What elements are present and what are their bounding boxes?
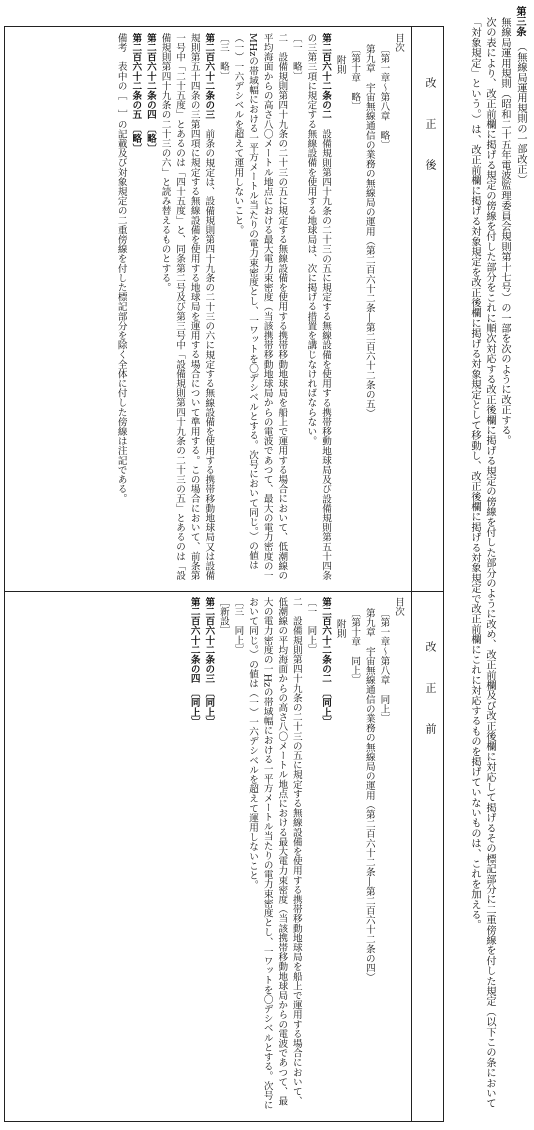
after-262-2-heading: 第二百六十二条の二: [320, 33, 332, 120]
before-toc: 目次: [393, 597, 404, 617]
after-toc-ch1-8: 〔第一章～第八章 略〕: [378, 44, 390, 150]
before-item-3: 〔三 同上〕: [232, 597, 244, 655]
after-column: [5, 33, 405, 585]
after-appendix: 附則: [334, 55, 346, 75]
after-article-262-3: [157, 33, 215, 585]
after-262-3-body: 前条の規定は、設備規則第四十九条の二十三の六に規定する無線設備を使用する携帯移動地球局又は設備規則第五十四条の三第四項に規定する無線設備を使用する地球局を運用する場合について準用する。この場合において、前条第一号中「二十五度」とあるのは「四十五度」と、同条第二号及び第三号中「設備規則第四十九条の二十三の五」とあるのは「設備規則第四十九条の二十三の六」と読み替えるものとする。: [159, 33, 215, 581]
after-toc-ch10: 〔第十章 略〕: [349, 44, 361, 112]
before-article-262-2: 第二百六十二条の二 〔同上〕: [320, 597, 332, 727]
before-article-262-4: 第二百六十二条の四 〔同上〕: [188, 597, 200, 727]
after-262-2-body: 設備規則第四十九条の二十三の五に規定する無線設備を使用する携帯移動地球局及び設備規則第五十四条の三第三項に規定する無線設備を使用する地球局は、次に掲げる措置を講じなければならない。: [305, 33, 332, 581]
before-toc-ch9: 第九章 宇宙無線通信の業務の無線局の運用（第二百六十二条―第二百六十二条の四）: [363, 608, 375, 983]
article-title: （無線局運用規則の一部改正）: [515, 46, 526, 185]
intro-title-line: [512, 6, 528, 1116]
before-article-262-3: 第二百六十二条の三 〔同上〕: [203, 597, 215, 727]
after-item-2: 二 設備規則第四十九条の二十三の五に規定する無線設備を使用する携帯移動地球局を船上で運用する場合において、低潮線の平均海面からの高さ八〇メートル地点における最大電力束密度（当該携帯移動地球局からの電波であつて、最大の電力密度の一MHzの帯域幅における一平方メートル当たりの電力束密度とし、一ワットを〇デシベルとする。次号において同じ。）の値は（一）一六デシベルを超えて運用しないこと。: [232, 33, 288, 581]
intro-block: [467, 6, 528, 1116]
before-item-2: 二 設備規則第四十九条の二十三の五に規定する無線設備を使用する携帯移動地球局を船上で運用する場合において、低潮線の平均海面からの高さ八〇メートル地点における最大電力束密度（当該携帯移動地球局からの電波であつて、最大の電力密度の一Hzの帯域幅における一平方メートル当たりの電力束密度とし、一ワットを〇デシベルとする。次号において同じ。）の値は（一）一六デシベルを超えて運用しないこと。: [247, 597, 302, 1110]
after-262-3-heading: 第二百六十二条の三: [203, 33, 215, 120]
before-new: ［新設］: [217, 597, 229, 636]
before-toc-ch10: 〔第十章 同上〕: [349, 608, 361, 685]
before-toc-ch1-8: 〔第一章～第八章 同上〕: [378, 608, 390, 724]
after-toc: 目次: [393, 33, 404, 53]
intro-line-1: 無線局運用規則（昭和二十五年電波監理委員会規則第十七号）の一部を次のように改正する。: [499, 17, 510, 446]
after-article-262-4: 第二百六十二条の四 〔略〕: [144, 33, 156, 153]
table-divider: [5, 591, 443, 592]
before-column: [5, 597, 405, 1115]
after-toc-ch9: 第九章 宇宙無線通信の業務の無線局の運用（第二百六十二条―第二百六十二条の五）: [363, 44, 375, 419]
after-article-262-5: 第二百六十二条の五 〔略〕: [130, 33, 142, 153]
comparison-table: [4, 26, 444, 1122]
column-header-before: 改正前: [424, 641, 437, 764]
intro-body: 次の表により、改正前欄に掲げる規定の傍線を付した部分をこれに順次対応する改正後欄に掲げる規定の傍線を付した部分のように改め、改正前欄及び改正後欄に対応して掲げるその標記部分に二重傍線を付した規定（以下この条において「対象規定」という。）は、改正前欄に掲げる対象規定を改正後欄に掲げる対象規定として移動し、改正後欄に掲げる対象規定で改正前欄にこれに対応するものを掲げていないものは、これを加える。: [469, 17, 495, 1109]
article-heading: 第三条: [514, 6, 526, 37]
after-item-1: 〔一 略〕: [290, 33, 302, 81]
after-article-262-2: [303, 33, 332, 585]
remarks-note: 備考 表中の［ ］の記載及び対象規定の二重傍線を付した標記部分を除く全体に付した傍線は注記である。: [115, 33, 127, 504]
after-item-3: 〔三 略〕: [217, 33, 229, 81]
column-header-after: 改正後: [424, 77, 437, 200]
before-appendix: 附則: [334, 619, 346, 639]
before-item-1: 〔一 同上〕: [305, 597, 317, 655]
header-divider: [411, 27, 412, 1121]
